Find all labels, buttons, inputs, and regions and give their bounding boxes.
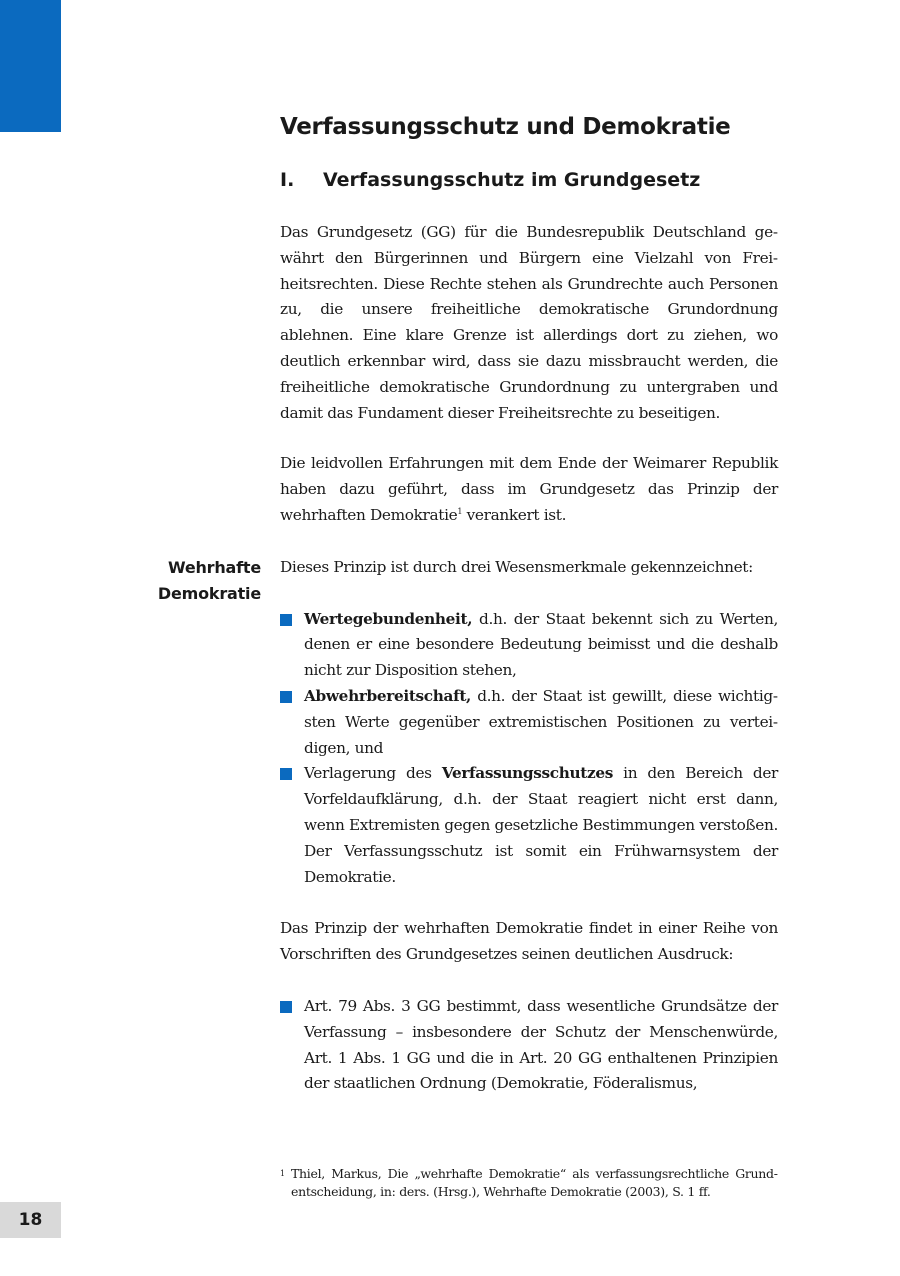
footnote-reference: 1 — [457, 506, 463, 516]
bullet-list-2 — [280, 994, 778, 1097]
bullet-square-icon — [280, 1001, 292, 1013]
section-heading — [280, 165, 778, 195]
list-item — [280, 761, 778, 890]
margin-note-line-1: Wehrhafte — [167, 557, 261, 577]
footnote-mark: 1 — [280, 1169, 285, 1178]
paragraph-1: Das Grundgesetz (GG) für die Bundesrepublik Deutschland gewährt den Bürgerinnen und Bürgern eine Vielzahl von Freiheitsrechten. Diese Rechte stehen als Grundrechte auch Personen zu, die unsere freiheitliche demokratische Grundordnung ablehnen. Eine klare Grenze ist allerdings dort zu ziehen, wo deutlich erkennbar wird, dass sie dazu missbraucht werden, die freiheitliche demokratische Grundordnung zu untergraben und damit das Fundament dieser Freiheitsrechte zu beseitigen. — [280, 223, 778, 422]
footnote — [280, 1165, 778, 1201]
list-item-text: d.h. der Staat ist gewillt, diese wichtigsten Werte gegenüber extremistischen Positionen zu verteidigen, und — [304, 686, 778, 757]
main-content — [157, 110, 779, 1097]
list-item-bold: Abwehrbereitschaft, — [304, 686, 472, 705]
bullet-square-icon — [280, 691, 292, 703]
footnote-text: Thiel, Markus, Die „wehrhafte Demokratie“ als verfassungsrechtliche Grundentscheidung, in: ders. (Hrsg.), Wehrhafte Demokratie (2003), S. 1 ff. — [291, 1166, 778, 1199]
corner-color-tab — [0, 0, 61, 132]
list-item-text: Art. 79 Abs. 3 GG bestimmt, dass wesentliche Grundsätze der Verfassung – insbesondere der Schutz der Menschenwürde, Art. 1 Abs. 1 GG und die in Art. 20 GG enthaltenen Prinzipien der staatlichen Ordnung (Demokratie, Föderalismus, — [304, 996, 778, 1093]
paragraph-2 — [280, 451, 778, 528]
margin-note-line-2: Demokratie — [157, 583, 261, 603]
section-number: I. — [280, 169, 295, 191]
paragraph-4: Das Prinzip der wehrhaften Demokratie findet in einer Reihe von Vorschriften des Grundgesetzes seinen deutlichen Ausdruck: — [280, 919, 778, 964]
paragraph-2-text: Die leidvollen Erfahrungen mit dem Ende der Weimarer Republik haben dazu geführt, dass im Grundgesetz das Prinzip der wehrhaften Demokratie — [280, 454, 778, 524]
paragraph-3: Dieses Prinzip ist durch drei Wesensmerkmale gekennzeichnet: — [280, 557, 753, 576]
list-item-bold: Verfassungsschutzes — [441, 764, 613, 783]
list-item-bold: Wertegebundenheit, — [304, 609, 473, 628]
bullet-square-icon — [280, 614, 292, 626]
page-number: 18 — [0, 1202, 61, 1238]
section-title: Verfassungsschutz im Grundgesetz — [323, 169, 701, 191]
list-item-pre: Verlagerung des — [304, 764, 442, 783]
margin-note — [101, 555, 261, 607]
bullet-square-icon — [280, 768, 292, 780]
list-item — [280, 607, 778, 684]
list-item — [280, 994, 778, 1097]
paragraph-3-block — [157, 555, 778, 603]
list-item-text: in den Bereich der Vorfeldaufklärung, d.h. der Staat reagiert nicht erst dann, wenn Extremisten gegen gesetzliche Bestimmungen verstoßen. Der Verfassungsschutz ist somit ein Frühwarnsystem der Demokratie. — [304, 764, 779, 886]
bullet-list — [280, 607, 778, 891]
list-item — [280, 684, 778, 761]
paragraph-2-text-end: verankert ist. — [462, 505, 567, 524]
list-item-text: d.h. der Staat bekennt sich zu Werten, denen er eine besondere Bedeutung beimisst und die deshalb nicht zur Disposition stehen, — [304, 609, 778, 680]
page-title: Verfassungsschutz und Demokratie — [280, 114, 731, 140]
